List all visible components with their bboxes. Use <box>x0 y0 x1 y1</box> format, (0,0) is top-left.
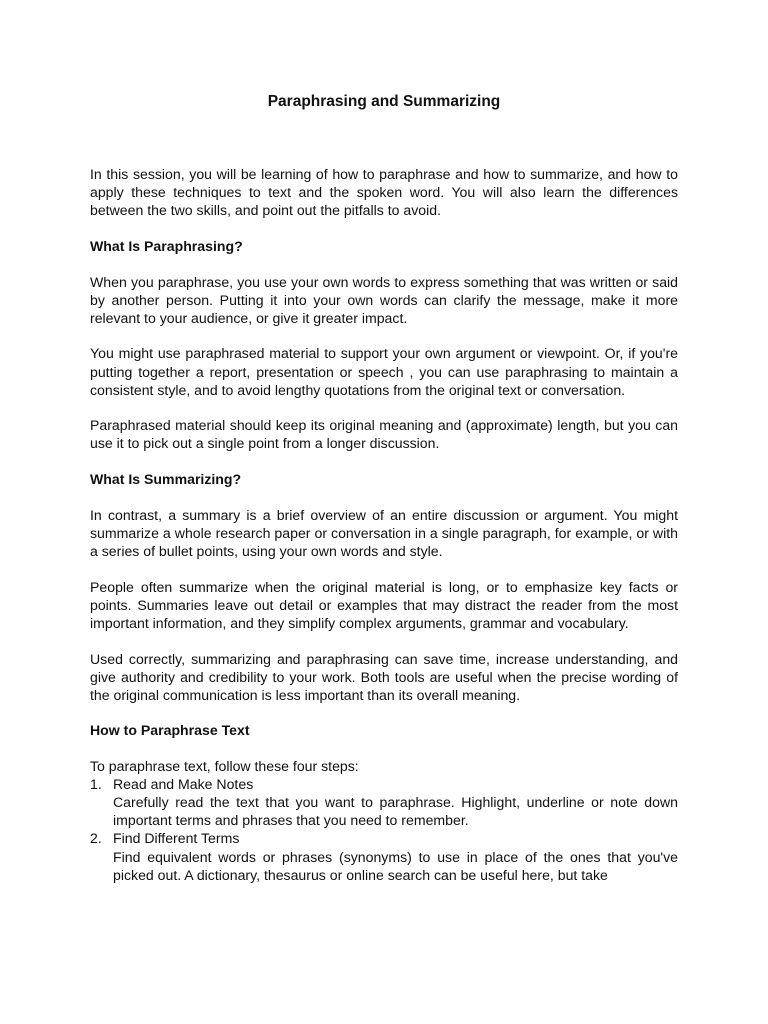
paragraph: Used correctly, summarizing and paraphrasing can save time, increase understanding, and give authority and credibility to your work. Both tools are useful when the precise wording of the original communication is less important than its overall meaning. <box>90 650 678 703</box>
paragraph: In contrast, a summary is a brief overview of an entire discussion or argument. You might summarize a whole research paper or conversation in a single paragraph, for example, or with a series of bullet points, using your own words and style. <box>90 506 678 559</box>
section-heading: How to Paraphrase Text <box>90 722 250 739</box>
document-title: Paraphrasing and Summarizing <box>267 93 501 110</box>
intro-paragraph: In this session, you will be learning of how to paraphrase and how to summarize, and how to apply these techniques to text and the spoken word. You will also learn the differences between the two skills, and point out the pitfalls to avoid. <box>90 166 678 219</box>
section-how-to-paraphrase <box>90 721 678 883</box>
step-item <box>90 775 678 829</box>
paragraph: You might use paraphrased material to support your own argument or viewpoint. Or, if you're putting together a report, presentation or speech , you can use paraphrasing to maintain a consistent style, and to avoid lengthy quotations from the original text or conversation. <box>90 345 678 398</box>
section-heading: What Is Paraphrasing? <box>90 237 243 254</box>
steps-intro: To paraphrase text, follow these four steps: <box>90 758 359 775</box>
step-title: Find Different Terms <box>113 830 240 847</box>
step-number: 1. <box>90 776 102 793</box>
steps-list <box>90 775 678 884</box>
paragraph: Paraphrased material should keep its original meaning and (approximate) length, but you can use it to pick out a single point from a longer discussion. <box>90 417 678 452</box>
document-body <box>90 165 678 884</box>
step-title: Read and Make Notes <box>113 776 254 793</box>
step-item <box>90 829 678 883</box>
section-paraphrasing <box>90 237 678 453</box>
section-heading: What Is Summarizing? <box>90 471 242 488</box>
step-description: Find equivalent words or phrases (synonyms) to use in place of the ones that you've picked out. A dictionary, thesaurus or online search can be useful here, but take <box>113 848 678 883</box>
paragraph: When you paraphrase, you use your own words to express something that was written or said by another person. Putting it into your own words can clarify the message, make it more relevant to your audience, or give it greater impact. <box>90 273 678 326</box>
step-description: Carefully read the text that you want to paraphrase. Highlight, underline or note down important terms and phrases that you need to remember. <box>113 794 678 829</box>
step-number: 2. <box>90 830 102 847</box>
paragraph: People often summarize when the original material is long, or to emphasize key facts or points. Summaries leave out detail or examples that may distract the reader from the most important information, and they simplify complex arguments, grammar and vocabulary. <box>90 578 678 631</box>
section-summarizing <box>90 470 678 704</box>
